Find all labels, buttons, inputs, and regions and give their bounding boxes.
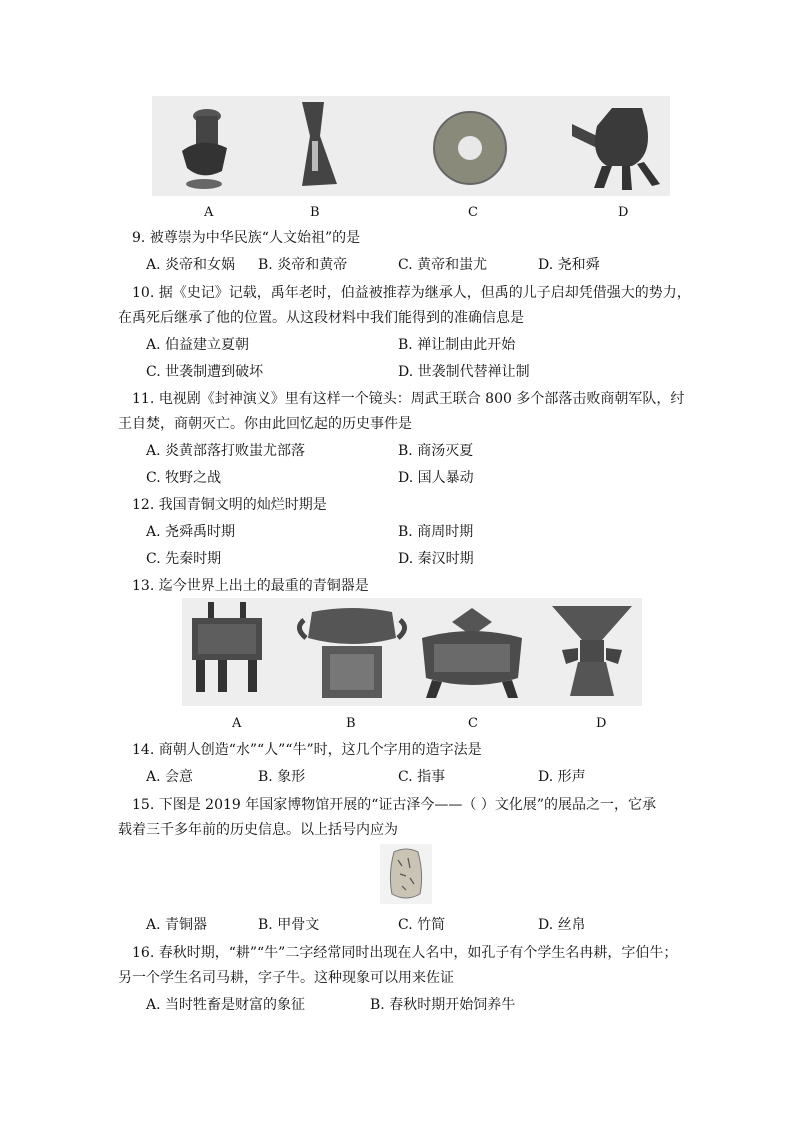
question-14-option-c: C. 指事 xyxy=(398,769,446,785)
question-9-stem: 9. 被尊崇为中华民族“人文始祖”的是 xyxy=(132,230,361,246)
q13-label-b: B xyxy=(346,716,356,731)
bronze-photo-strip xyxy=(182,598,642,706)
oracle-bone-icon xyxy=(380,844,432,904)
question-14-option-d: D. 形声 xyxy=(538,769,586,785)
question-14-option-a: A. 会意 xyxy=(146,769,194,785)
question-15-option-c: C. 竹简 xyxy=(398,917,446,933)
question-16-stem-line1: 16. 春秋时期，“耕”“牛”二字经常同时出现在人名中，如孔子有个学生名冉耕，字伯牛； xyxy=(132,945,678,961)
question-11-option-b: B. 商汤灭夏 xyxy=(398,443,474,459)
question-12-option-d: D. 秦汉时期 xyxy=(398,551,474,567)
question-10-option-a: A. 伯益建立夏朝 xyxy=(146,337,250,353)
question-14-option-b: B. 象形 xyxy=(258,769,306,785)
image-label-d: D xyxy=(618,205,629,220)
question-10-option-b: B. 禅让制由此开始 xyxy=(398,337,516,353)
question-11-option-c: C. 牧野之战 xyxy=(146,470,222,486)
question-11-stem-line2: 王自焚，商朝灭亡。你由此回忆起的历史事件是 xyxy=(118,416,412,432)
question-10-option-d: D. 世袭制代替禅让制 xyxy=(398,364,530,380)
image-label-c: C xyxy=(468,205,478,220)
artifact-photo-strip xyxy=(152,96,670,196)
question-15-option-d: D. 丝帛 xyxy=(538,917,586,933)
jade-bi-disc-icon xyxy=(434,112,506,184)
question-10-stem-line2: 在禹死后继承了他的位置。从这段材料中我们能得到的准确信息是 xyxy=(118,310,524,326)
question-15-option-b: B. 甲骨文 xyxy=(258,917,320,933)
q13-label-d: D xyxy=(596,716,607,731)
question-10-stem-line1: 10. 据《史记》记载，禹年老时，伯益被推荐为继承人，但禹的儿子启却凭借强大的势力， xyxy=(132,285,691,301)
oracle-bone-photo xyxy=(380,844,432,904)
question-15-option-a: A. 青铜器 xyxy=(146,917,208,933)
question-14-stem: 14. 商朝人创造“水”“人”“牛”时，这几个字用的造字法是 xyxy=(132,742,482,758)
question-9-option-d: D. 尧和舜 xyxy=(538,257,600,273)
question-12-stem: 12. 我国青铜文明的灿烂时期是 xyxy=(132,497,327,513)
image-label-b: B xyxy=(310,205,320,220)
question-12-option-c: C. 先秦时期 xyxy=(146,551,222,567)
q13-label-a: A xyxy=(232,716,242,731)
question-11-option-a: A. 炎黄部落打败蚩尤部落 xyxy=(146,443,306,459)
image-label-a: A xyxy=(204,205,214,220)
q13-label-c: C xyxy=(468,716,478,731)
question-12-option-b: B. 商周时期 xyxy=(398,524,474,540)
question-15-stem-line1: 15. 下图是 2019 年国家博物馆开展的“证古泽今——（ ）文化展”的展品之一，它承 xyxy=(132,797,657,813)
question-10-option-c: C. 世袭制遭到破坏 xyxy=(146,364,264,380)
question-12-option-a: A. 尧舜禹时期 xyxy=(146,524,236,540)
question-16-option-a: A. 当时牲畜是财富的象征 xyxy=(146,997,306,1013)
question-9-option-b: B. 炎帝和黄帝 xyxy=(258,257,348,273)
question-16-stem-line2: 另一个学生名司马耕，字子牛。这种现象可以用来佐证 xyxy=(118,970,454,986)
question-13-stem: 13. 迄今世界上出土的最重的青铜器是 xyxy=(132,578,369,594)
question-9-option-a: A. 炎帝和女娲 xyxy=(146,257,236,273)
question-11-option-d: D. 国人暴动 xyxy=(398,470,474,486)
question-15-stem-line2: 载着三千多年前的历史信息。以上括号内应为 xyxy=(118,822,398,838)
question-9-option-c: C. 黄帝和蚩尤 xyxy=(398,257,488,273)
question-16-option-b: B. 春秋时期开始饲养牛 xyxy=(370,997,516,1013)
question-11-stem-line1: 11. 电视剧《封神演义》里有这样一个镜头：周武王联合 800 多个部落击败商朝军队，纣 xyxy=(132,391,685,407)
